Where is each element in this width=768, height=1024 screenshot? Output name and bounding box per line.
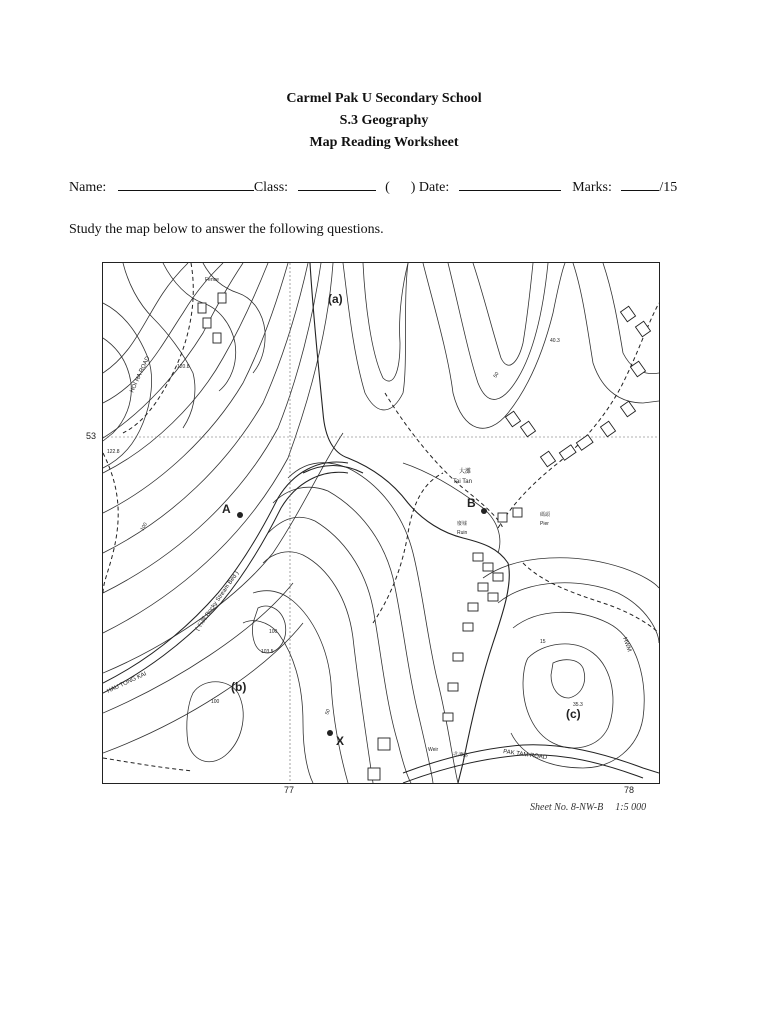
label-point-X: X (336, 734, 345, 748)
point-markers (237, 508, 487, 736)
worksheet-title: Map Reading Worksheet (309, 135, 459, 150)
map-scale: 1:5 000 (615, 802, 647, 813)
label-contour-50-b: 50 (324, 708, 332, 716)
stream (303, 263, 509, 783)
label-contour-100-a: 100 (269, 629, 278, 635)
label-tai-tan-cn: 大灘 (459, 469, 472, 475)
student-info-row (69, 178, 677, 196)
school-name: Carmel Pak U Secondary School (286, 91, 482, 106)
label-fence: Fence (205, 277, 219, 283)
label-height-122-8: 122.8 (107, 449, 120, 455)
name-blank[interactable] (118, 178, 254, 191)
label-pier: Pier (540, 521, 549, 527)
grid-northing-53: 53 (86, 431, 97, 441)
label-contour-50-a: 50 (492, 371, 501, 379)
sheet-info (530, 802, 646, 813)
sheet-number: Sheet No. 8-NW-B (530, 802, 604, 813)
label-pak-tam-road: PAK TAM ROAD (502, 749, 548, 762)
label-rocky-stream: ( 石澗 Rocky Stream Bed ) (194, 570, 241, 633)
label-point-A: A (222, 502, 231, 516)
class-label: Class: (253, 180, 289, 195)
label-a: (a) (328, 292, 343, 306)
point-A-marker (237, 512, 243, 518)
label-point-B: B (467, 496, 476, 510)
label-c: (c) (566, 707, 581, 721)
label-height-103-5: 103.5 (261, 649, 274, 655)
label-b: (b) (231, 680, 247, 694)
label-tai-tan: Tai Tan (453, 479, 472, 485)
class-number-open: ( (385, 180, 390, 195)
roads (103, 462, 659, 783)
label-height-40-3: 40.3 (550, 338, 560, 344)
label-height-120-8: 120.8 (177, 364, 190, 370)
label-contour-100-c: 100 (139, 521, 149, 532)
label-ruin-cn: 廢墟 (457, 521, 468, 527)
marks-total: /15 (659, 180, 678, 195)
label-contour-15: 15 (540, 639, 546, 645)
grid-easting-77: 77 (284, 785, 295, 795)
point-B-marker (481, 508, 487, 514)
label-hwm: HWM (621, 636, 632, 653)
grid-easting-78: 78 (624, 785, 635, 795)
name-label: Name: (69, 180, 107, 195)
label-pier-cn: 碼頭 (540, 512, 551, 518)
instruction-text: Study the map below to answer the following questions. (69, 222, 384, 237)
label-pak-tam-cn: 北潭路 (452, 751, 469, 760)
label-ruin: Ruin (457, 530, 468, 536)
label-hoi-ha-road: HOI HA ROAD (129, 355, 152, 394)
label-height-35-3: 35.3 (573, 702, 583, 708)
label-weir: Weir (428, 747, 439, 753)
date-label: ) Date: (410, 180, 450, 195)
marks-blank[interactable] (621, 178, 659, 191)
map-labels (106, 277, 632, 761)
point-X-marker (327, 730, 333, 736)
label-contour-100-b: 100 (211, 699, 220, 705)
class-blank[interactable] (298, 178, 376, 191)
marks-label: Marks: (572, 180, 612, 195)
label-hau-tong-kai: HAU TONG KAI (106, 671, 148, 695)
topographic-map (102, 262, 660, 784)
subject-title: S.3 Geography (339, 113, 429, 128)
date-blank[interactable] (459, 178, 561, 191)
